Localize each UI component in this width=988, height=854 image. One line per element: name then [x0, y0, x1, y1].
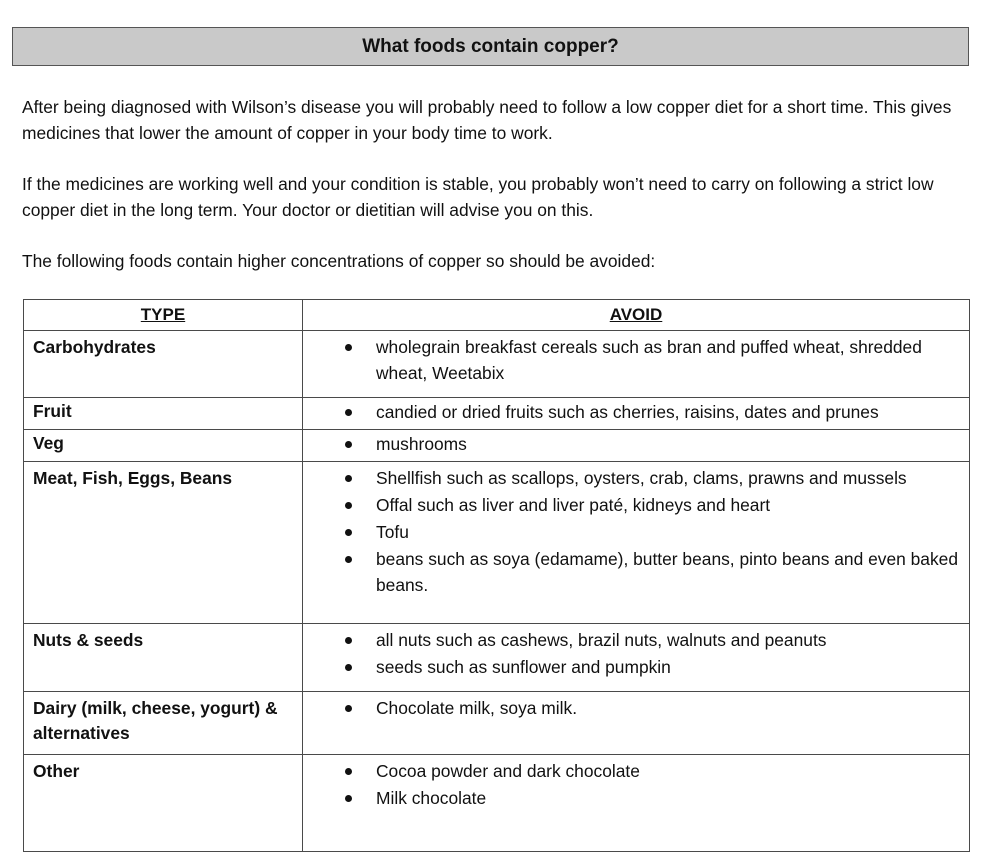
bullet-icon	[345, 529, 352, 536]
bullet-icon	[345, 795, 352, 802]
list-item	[303, 431, 969, 457]
bullet-icon	[345, 768, 352, 775]
list-item-text: Cocoa powder and dark chocolate	[376, 761, 640, 781]
list-item-text: all nuts such as cashews, brazil nuts, walnuts and peanuts	[376, 630, 827, 650]
bullet-icon	[345, 409, 352, 416]
avoid-cell	[303, 755, 970, 852]
list-item	[303, 695, 969, 721]
list-item	[303, 546, 969, 598]
bullet-icon	[345, 556, 352, 563]
avoid-cell	[303, 624, 970, 692]
list-item-text: Offal such as liver and liver paté, kidneys and heart	[376, 495, 771, 515]
bullet-icon	[345, 475, 352, 482]
food-type-cell: Veg	[24, 430, 303, 462]
table-header-row	[24, 300, 970, 331]
bullet-icon	[345, 637, 352, 644]
intro-paragraph: After being diagnosed with Wilson’s disease you will probably need to follow a low copper diet for a short time. This gives medicines that lower the amount of copper in your body time to work.	[22, 97, 952, 143]
avoid-list	[303, 334, 969, 386]
bullet-icon	[345, 344, 352, 351]
bullet-icon	[345, 664, 352, 671]
table-row	[24, 331, 970, 398]
list-item	[303, 627, 969, 653]
avoid-intro-paragraph: The following foods contain higher concentrations of copper so should be avoided:	[22, 251, 656, 271]
type-column-header: TYPE	[24, 300, 303, 331]
bullet-icon	[345, 705, 352, 712]
avoid-cell	[303, 331, 970, 398]
bullet-icon	[345, 441, 352, 448]
list-item-text: beans such as soya (edamame), butter beans, pinto beans and even baked beans.	[376, 549, 959, 595]
table-row	[24, 755, 970, 852]
avoid-cell	[303, 398, 970, 430]
avoid-list	[303, 627, 969, 680]
food-type-cell: Dairy (milk, cheese, yogurt) & alternatives	[24, 692, 303, 755]
list-item-text: seeds such as sunflower and pumpkin	[376, 657, 671, 677]
list-item	[303, 519, 969, 545]
food-type-cell: Other	[24, 755, 303, 852]
list-item-text: Tofu	[376, 522, 409, 542]
list-item	[303, 492, 969, 518]
list-item	[303, 654, 969, 680]
list-item-text: Shellfish such as scallops, oysters, crab, clams, prawns and mussels	[376, 468, 907, 488]
avoid-list	[303, 399, 969, 425]
table-row	[24, 692, 970, 755]
table-row	[24, 430, 970, 462]
list-item-text: Milk chocolate	[376, 788, 487, 808]
food-type-cell: Carbohydrates	[24, 331, 303, 398]
copper-foods-table	[23, 299, 970, 852]
avoid-column-header: AVOID	[303, 300, 970, 331]
list-item	[303, 465, 969, 491]
avoid-cell	[303, 462, 970, 624]
avoid-list	[303, 465, 969, 598]
list-item-text: candied or dried fruits such as cherries, raisins, dates and prunes	[376, 402, 879, 422]
avoid-list	[303, 758, 969, 811]
food-type-cell: Fruit	[24, 398, 303, 430]
list-item-text: mushrooms	[376, 434, 467, 454]
table-row	[24, 624, 970, 692]
list-item-text: Chocolate milk, soya milk.	[376, 698, 578, 718]
page-title: What foods contain copper?	[12, 27, 969, 66]
bullet-icon	[345, 502, 352, 509]
food-type-cell: Nuts & seeds	[24, 624, 303, 692]
food-type-cell: Meat, Fish, Eggs, Beans	[24, 462, 303, 624]
table-row	[24, 398, 970, 430]
avoid-cell	[303, 430, 970, 462]
avoid-list	[303, 431, 969, 457]
avoid-cell	[303, 692, 970, 755]
stability-paragraph: If the medicines are working well and your condition is stable, you probably won’t need to carry on following a strict low copper diet in the long term. Your doctor or dietitian will advise you on this.	[22, 174, 934, 220]
table-row	[24, 462, 970, 624]
list-item	[303, 785, 969, 811]
list-item-text: wholegrain breakfast cereals such as bran and puffed wheat, shredded wheat, Weetabix	[376, 337, 922, 383]
list-item	[303, 399, 969, 425]
list-item	[303, 334, 969, 386]
list-item	[303, 758, 969, 784]
avoid-list	[303, 695, 969, 721]
